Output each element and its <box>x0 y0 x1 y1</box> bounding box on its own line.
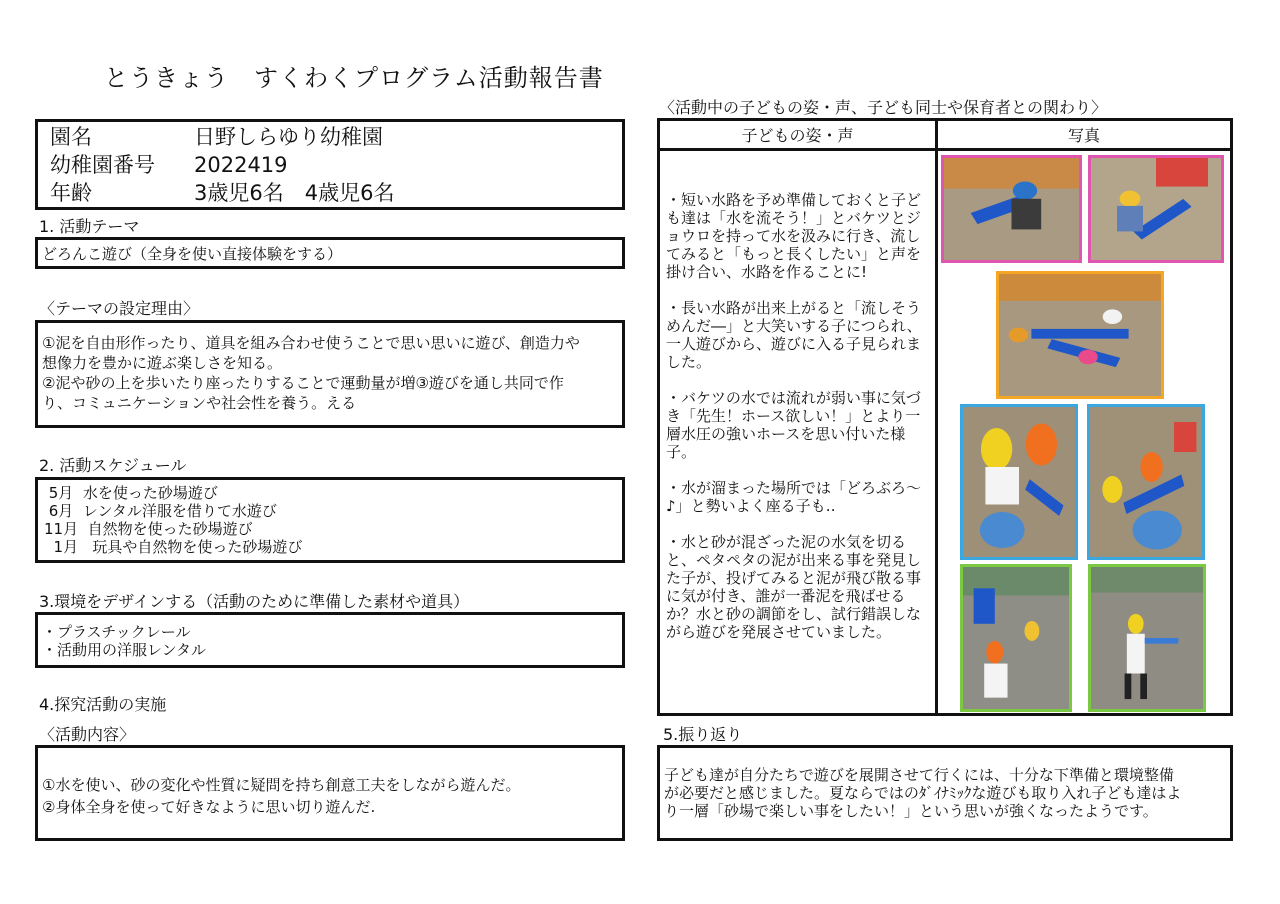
reason-line: り、コミュニケーションや社会性を養う。える <box>42 394 357 412</box>
section2-heading: 2. 活動スケジュール <box>39 456 187 475</box>
section4-heading: 4.探究活動の実施 <box>39 695 167 714</box>
environment-item: ・活動用の洋服レンタル <box>42 641 207 659</box>
schedule-item: 6月 レンタル洋服を借りて水遊び <box>44 502 277 520</box>
observation-item: ・長い水路が出来上がると「流しそうめんだ―」と大笑いする子につられ、一人遊びから、遊びに入る子見られました。 <box>666 299 922 371</box>
relations-heading: 〈活動中の子どもの姿・声、子ども同士や保育者との関わり〉 <box>659 98 1108 117</box>
photo-hose-2 <box>1087 404 1205 560</box>
section1-heading: 1. 活動テーマ <box>39 217 140 236</box>
schedule-item: 5月 水を使った砂場遊び <box>44 484 218 502</box>
schedule-item: 11月 自然物を使った砂場遊び <box>44 520 253 538</box>
reason-line: ②泥や砂の上を歩いたり座ったりすることで運動量が増③遊びを通し共同で作 <box>42 374 564 392</box>
column-divider <box>935 121 938 713</box>
reflection-text <box>664 766 1181 820</box>
activity-line: ①水を使い、砂の変化や性質に疑問を持ち創意工夫をしながら遊んだ。 <box>42 776 521 794</box>
section3-heading: 3.環境をデザインする（活動のために準備した素材や道具） <box>39 592 470 611</box>
reflection-line: が必要だと感じました。夏ならではのﾀﾞｲﾅﾐｯｸな遊びも取り入れ子ども達はよ <box>664 784 1182 802</box>
schedule-list <box>44 484 302 556</box>
photo-bucket-channel <box>1088 155 1224 263</box>
reason-text <box>42 333 580 413</box>
section5-heading: 5.振り返り <box>663 725 743 744</box>
photo-hose-1 <box>960 404 1078 560</box>
observations <box>666 191 930 659</box>
age-value: 3歳児6名 4歳児6名 <box>194 181 395 205</box>
age-label: 年齢 <box>50 181 92 205</box>
photo-long-channel <box>996 271 1164 399</box>
reason-heading: 〈テーマの設定理由〉 <box>39 299 200 318</box>
col-header-children: 子どもの姿・声 <box>660 121 935 151</box>
environment-box <box>35 612 625 668</box>
observation-item: ・バケツの水では流れが弱い事に気づき「先生！ホース欲しい！」とより一層水圧の強いホースを思い付いた様子。 <box>666 389 921 461</box>
reflection-line: 子ども達が自分たちで遊びを展開させて行くには、十分な下準備と環境整備 <box>664 766 1174 784</box>
observation-item: ・水が溜まった場所では「どろぶろ～♪」と勢いよく座る子も‥ <box>666 479 922 515</box>
environment-item: ・プラスチックレール <box>42 623 191 641</box>
photo-throwing-mud <box>1088 564 1206 712</box>
info-row-age <box>50 179 394 207</box>
environment-list <box>42 623 206 659</box>
info-row-kindergarten <box>50 123 383 151</box>
kindergarten-label: 園名 <box>50 125 92 149</box>
activity-box <box>35 745 625 841</box>
reason-line: 想像力を豊かに遊ぶ楽しさを知る。 <box>42 354 283 372</box>
number-value: 2022419 <box>194 153 288 177</box>
schedule-box <box>35 477 625 563</box>
reason-line: ①泥を自由形作ったり、道具を組み合わせ使うことで思い思いに遊び、創造力や <box>42 334 580 352</box>
number-label: 幼稚園番号 <box>50 153 155 177</box>
theme-box <box>35 237 625 269</box>
kindergarten-value: 日野しらゆり幼稚園 <box>194 125 383 149</box>
activity-text <box>42 774 520 818</box>
photo-mud-bath <box>960 564 1072 712</box>
info-row-number <box>50 151 288 179</box>
info-box <box>35 119 625 210</box>
observation-item: ・水と砂が混ざった泥の水気を切ると、ペタペタの泥が出来る事を発見した子が、投げてみると泥が飛び散る事に気が付き、誰が一番泥を飛ばせるか？水と砂の調節をし、試行錯誤しながら遊びを発展させていました。 <box>666 533 922 641</box>
observation-table <box>657 118 1233 716</box>
photo-short-channel <box>941 155 1082 263</box>
observation-item: ・短い水路を予め準備しておくと子ども達は「水を流そう！」とバケツとジョウロを持って水を汲みに行き、流してみると「もっと長くしたい」と声を掛け合い、水路を作ることに! <box>666 191 922 281</box>
reflection-box <box>657 745 1233 841</box>
page-title: とうきょう すくわくプログラム活動報告書 <box>104 64 604 92</box>
section4-subheading: 〈活動内容〉 <box>39 725 136 744</box>
reason-box <box>35 320 625 428</box>
schedule-item: 1月 玩具や自然物を使った砂場遊び <box>44 538 303 556</box>
col-header-photos: 写真 <box>938 121 1230 151</box>
activity-line: ②身体全身を使って好きなように思い切り遊んだ. <box>42 798 376 816</box>
reflection-line: り一層「砂場で楽しい事をしたい！」という思いが強くなったようです。 <box>664 802 1158 820</box>
theme-text: どろんこ遊び（全身を使い直接体験をする） <box>42 245 343 263</box>
